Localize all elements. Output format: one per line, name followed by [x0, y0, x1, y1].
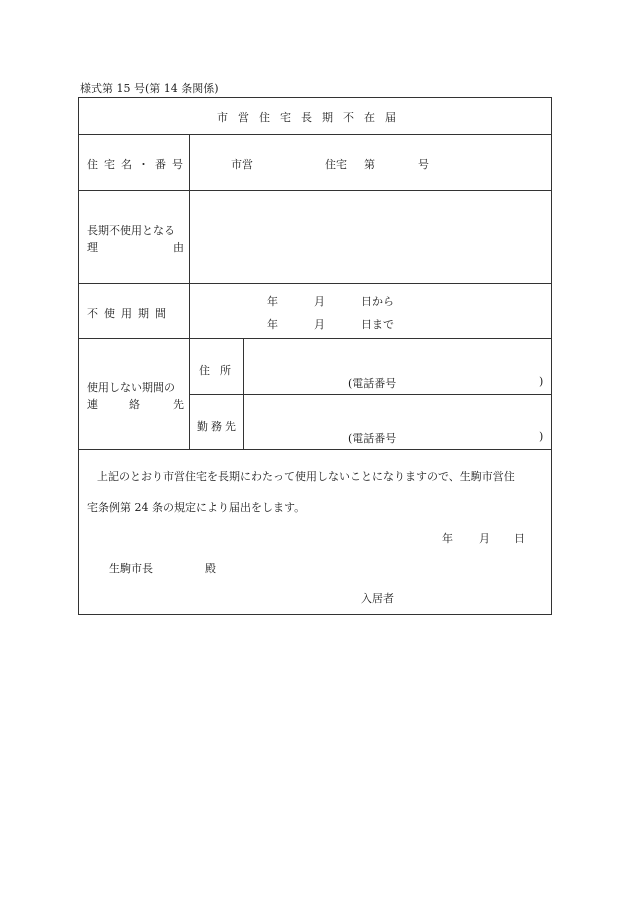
row-divider: [79, 134, 551, 135]
city-prefix: 市営: [231, 158, 253, 171]
workplace-field[interactable]: [247, 398, 547, 446]
date-year-label: 年: [442, 532, 453, 545]
period-field[interactable]: [193, 287, 547, 335]
housing-label: 住宅名・番号: [87, 158, 189, 171]
form-number: 様式第 15 号(第 14 条関係): [80, 82, 219, 95]
honorific: 殿: [205, 562, 216, 575]
reason-field[interactable]: [193, 194, 547, 280]
row-divider: [79, 449, 551, 450]
applicant-label: 入居者: [361, 592, 394, 605]
work-phone-close: ): [539, 430, 544, 443]
from-day-label: 日から: [361, 295, 394, 308]
row-divider: [79, 190, 551, 191]
statement-line1: 上記のとおり市営住宅を長期にわたって使用しないことになりますので、生駒市営住: [97, 470, 515, 483]
to-year-label: 年: [267, 318, 278, 331]
number-suffix: 号: [418, 158, 429, 171]
to-month-label: 月: [314, 318, 325, 331]
period-label: 不使用期間: [87, 307, 172, 320]
reason-label-char: 由: [173, 241, 184, 254]
statement-line2: 宅条例第 24 条の規定により届出をします。: [87, 501, 306, 514]
unit-number-field[interactable]: [379, 150, 417, 174]
contact-label-line1: 使用しない期間の: [87, 381, 175, 394]
date-day-label: 日: [514, 532, 525, 545]
housing-suffix: 住宅: [325, 158, 347, 171]
work-phone-open: (電話番号: [348, 432, 397, 445]
to-day-label: 日まで: [361, 318, 394, 331]
applicant-name-field[interactable]: [399, 584, 545, 608]
form-title: 市営住宅長期不在届: [217, 111, 406, 124]
long-term-absence-form: [78, 97, 552, 615]
contact-label-char: 先: [173, 398, 184, 411]
address-phone-close: ): [539, 375, 544, 388]
work-label: 勤務先: [197, 420, 239, 433]
number-prefix: 第: [364, 158, 375, 171]
city-name-field[interactable]: [251, 150, 323, 174]
row-divider: [79, 283, 551, 284]
addressee: 生駒市長: [109, 562, 153, 575]
row-divider: [79, 338, 551, 339]
from-month-label: 月: [314, 295, 325, 308]
contact-label-char: 絡: [129, 398, 140, 411]
column-divider: [243, 338, 244, 449]
date-month-label: 月: [479, 532, 490, 545]
address-label: 住所: [199, 364, 241, 377]
address-phone-open: (電話番号: [348, 377, 397, 390]
from-year-label: 年: [267, 295, 278, 308]
column-divider: [189, 134, 190, 449]
address-field[interactable]: [247, 342, 547, 390]
reason-label-char: 理: [87, 241, 98, 254]
contact-label-char: 連: [87, 398, 98, 411]
reason-label-line1: 長期不使用となる: [87, 224, 175, 237]
